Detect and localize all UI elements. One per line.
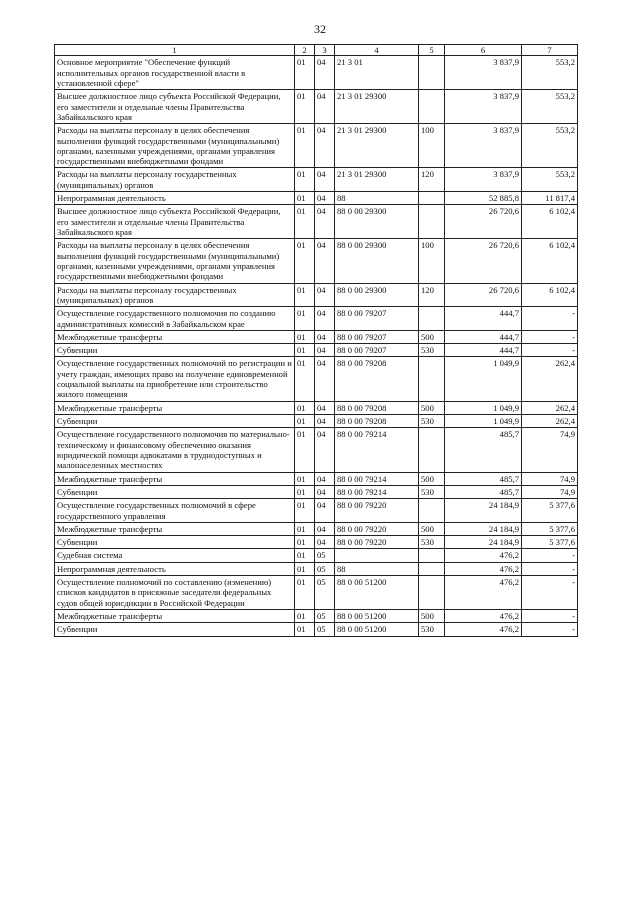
expense-type-cell xyxy=(419,357,445,401)
row-name-cell: Расходы на выплаты персоналу в целях обеспечения выполнения функций государственными (муниципальными) органами, казенными учреждениями, органами управления государственными внебюджетными фондами xyxy=(55,124,295,168)
subsection-cell: 04 xyxy=(315,330,335,343)
section-cell: 01 xyxy=(295,307,315,331)
subsection-cell: 05 xyxy=(315,549,335,562)
target-article-cell: 88 0 00 51200 xyxy=(335,610,419,623)
executed-amount-cell: 74,9 xyxy=(522,428,578,472)
section-cell: 01 xyxy=(295,549,315,562)
section-cell: 01 xyxy=(295,239,315,283)
table-row xyxy=(55,610,578,623)
budget-table xyxy=(54,44,578,637)
row-name-cell: Межбюджетные трансферты xyxy=(55,610,295,623)
amount-cell: 476,2 xyxy=(445,623,522,636)
section-cell: 01 xyxy=(295,562,315,575)
target-article-cell: 88 0 00 29300 xyxy=(335,283,419,307)
executed-amount-cell: 262,4 xyxy=(522,401,578,414)
row-name-cell: Высшее должностное лицо субъекта Российской Федерации, его заместители и отдельные члены Правительства Забайкальского края xyxy=(55,90,295,124)
amount-cell: 485,7 xyxy=(445,428,522,472)
section-cell: 01 xyxy=(295,192,315,205)
executed-amount-cell: 262,4 xyxy=(522,415,578,428)
expense-type-cell xyxy=(419,562,445,575)
expense-type-cell: 120 xyxy=(419,283,445,307)
target-article-cell xyxy=(335,549,419,562)
executed-amount-cell: 5 377,6 xyxy=(522,536,578,549)
section-cell: 01 xyxy=(295,485,315,498)
section-cell: 01 xyxy=(295,90,315,124)
subsection-cell: 04 xyxy=(315,344,335,357)
executed-amount-cell: - xyxy=(522,307,578,331)
executed-amount-cell: - xyxy=(522,576,578,610)
target-article-cell: 88 0 00 79220 xyxy=(335,522,419,535)
table-row xyxy=(55,485,578,498)
table-row xyxy=(55,357,578,401)
section-cell: 01 xyxy=(295,536,315,549)
target-article-cell: 88 0 00 79214 xyxy=(335,428,419,472)
amount-cell: 1 049,9 xyxy=(445,415,522,428)
row-name-cell: Расходы на выплаты персоналу государственных (муниципальных) органов xyxy=(55,283,295,307)
column-header: 2 xyxy=(295,45,315,56)
executed-amount-cell: - xyxy=(522,562,578,575)
subsection-cell: 04 xyxy=(315,56,335,90)
subsection-cell: 04 xyxy=(315,205,335,239)
amount-cell: 444,7 xyxy=(445,307,522,331)
executed-amount-cell: 553,2 xyxy=(522,56,578,90)
section-cell: 01 xyxy=(295,56,315,90)
section-cell: 01 xyxy=(295,522,315,535)
column-header: 1 xyxy=(55,45,295,56)
expense-type-cell xyxy=(419,307,445,331)
section-cell: 01 xyxy=(295,283,315,307)
row-name-cell: Субвенции xyxy=(55,623,295,636)
row-name-cell: Непрограммная деятельность xyxy=(55,562,295,575)
section-cell: 01 xyxy=(295,610,315,623)
row-name-cell: Основное мероприятие "Обеспечение функций исполнительных органов государственной власти в установленной сфере" xyxy=(55,56,295,90)
executed-amount-cell: - xyxy=(522,344,578,357)
executed-amount-cell: 262,4 xyxy=(522,357,578,401)
subsection-cell: 05 xyxy=(315,562,335,575)
table-row xyxy=(55,549,578,562)
subsection-cell: 04 xyxy=(315,428,335,472)
expense-type-cell: 530 xyxy=(419,344,445,357)
column-header: 5 xyxy=(419,45,445,56)
table-body xyxy=(55,56,578,636)
executed-amount-cell: 6 102,4 xyxy=(522,283,578,307)
subsection-cell: 04 xyxy=(315,472,335,485)
executed-amount-cell: 74,9 xyxy=(522,472,578,485)
executed-amount-cell: - xyxy=(522,610,578,623)
amount-cell: 26 720,6 xyxy=(445,205,522,239)
section-cell: 01 xyxy=(295,344,315,357)
subsection-cell: 04 xyxy=(315,90,335,124)
target-article-cell: 88 0 00 79214 xyxy=(335,472,419,485)
table-row xyxy=(55,124,578,168)
subsection-cell: 04 xyxy=(315,283,335,307)
target-article-cell: 88 xyxy=(335,562,419,575)
target-article-cell: 88 0 00 79220 xyxy=(335,536,419,549)
column-header: 7 xyxy=(522,45,578,56)
table-row xyxy=(55,283,578,307)
row-name-cell: Межбюджетные трансферты xyxy=(55,522,295,535)
row-name-cell: Высшее должностное лицо субъекта Российской Федерации, его заместители и отдельные члены Правительства Забайкальского края xyxy=(55,205,295,239)
target-article-cell: 21 3 01 xyxy=(335,56,419,90)
table-row xyxy=(55,536,578,549)
section-cell: 01 xyxy=(295,124,315,168)
table-row xyxy=(55,307,578,331)
target-article-cell: 88 0 00 79207 xyxy=(335,307,419,331)
column-header: 6 xyxy=(445,45,522,56)
section-cell: 01 xyxy=(295,428,315,472)
row-name-cell: Осуществление государственного полномочия по созданию административных комиссий в Забайкальском крае xyxy=(55,307,295,331)
row-name-cell: Субвенции xyxy=(55,485,295,498)
amount-cell: 1 049,9 xyxy=(445,401,522,414)
amount-cell: 444,7 xyxy=(445,344,522,357)
target-article-cell: 88 0 00 79214 xyxy=(335,485,419,498)
expense-type-cell: 530 xyxy=(419,485,445,498)
row-name-cell: Субвенции xyxy=(55,536,295,549)
expense-type-cell: 500 xyxy=(419,330,445,343)
expense-type-cell xyxy=(419,90,445,124)
expense-type-cell xyxy=(419,549,445,562)
expense-type-cell: 500 xyxy=(419,522,445,535)
table-row xyxy=(55,239,578,283)
amount-cell: 24 184,9 xyxy=(445,522,522,535)
expense-type-cell: 500 xyxy=(419,610,445,623)
expense-type-cell xyxy=(419,428,445,472)
row-name-cell: Расходы на выплаты персоналу в целях обеспечения выполнения функций государственными (муниципальными) органами, казенными учреждениями, органами управления государственными внебюджетными фондами xyxy=(55,239,295,283)
subsection-cell: 04 xyxy=(315,307,335,331)
table-row xyxy=(55,499,578,523)
target-article-cell: 88 xyxy=(335,192,419,205)
target-article-cell: 88 0 00 29300 xyxy=(335,205,419,239)
amount-cell: 476,2 xyxy=(445,610,522,623)
row-name-cell: Субвенции xyxy=(55,344,295,357)
section-cell: 01 xyxy=(295,205,315,239)
row-name-cell: Межбюджетные трансферты xyxy=(55,330,295,343)
executed-amount-cell: 74,9 xyxy=(522,485,578,498)
executed-amount-cell: 5 377,6 xyxy=(522,522,578,535)
subsection-cell: 05 xyxy=(315,623,335,636)
amount-cell: 476,2 xyxy=(445,549,522,562)
expense-type-cell: 530 xyxy=(419,536,445,549)
section-cell: 01 xyxy=(295,357,315,401)
section-cell: 01 xyxy=(295,576,315,610)
executed-amount-cell: 5 377,6 xyxy=(522,499,578,523)
executed-amount-cell: 553,2 xyxy=(522,90,578,124)
amount-cell: 3 837,9 xyxy=(445,90,522,124)
amount-cell: 476,2 xyxy=(445,562,522,575)
expense-type-cell xyxy=(419,499,445,523)
executed-amount-cell: 553,2 xyxy=(522,168,578,192)
target-article-cell: 88 0 00 51200 xyxy=(335,623,419,636)
subsection-cell: 04 xyxy=(315,536,335,549)
target-article-cell: 88 0 00 79220 xyxy=(335,499,419,523)
table-row xyxy=(55,205,578,239)
target-article-cell: 88 0 00 51200 xyxy=(335,576,419,610)
table-header-row xyxy=(55,45,578,56)
row-name-cell: Осуществление государственного полномочия по материально-техническому и финансовому обеспечению оказания юридической помощи адвокатами в труднодоступных и малонаселенных местностях xyxy=(55,428,295,472)
expense-type-cell xyxy=(419,192,445,205)
subsection-cell: 04 xyxy=(315,522,335,535)
target-article-cell: 88 0 00 79208 xyxy=(335,415,419,428)
table-row xyxy=(55,90,578,124)
table-row xyxy=(55,56,578,90)
expense-type-cell: 530 xyxy=(419,623,445,636)
executed-amount-cell: - xyxy=(522,330,578,343)
row-name-cell: Судебная система xyxy=(55,549,295,562)
subsection-cell: 04 xyxy=(315,357,335,401)
table-row xyxy=(55,168,578,192)
subsection-cell: 04 xyxy=(315,415,335,428)
amount-cell: 485,7 xyxy=(445,472,522,485)
section-cell: 01 xyxy=(295,472,315,485)
target-article-cell: 88 0 00 79207 xyxy=(335,344,419,357)
amount-cell: 26 720,6 xyxy=(445,283,522,307)
table-row xyxy=(55,623,578,636)
amount-cell: 3 837,9 xyxy=(445,168,522,192)
target-article-cell: 21 3 01 29300 xyxy=(335,168,419,192)
section-cell: 01 xyxy=(295,415,315,428)
section-cell: 01 xyxy=(295,623,315,636)
target-article-cell: 88 0 00 79207 xyxy=(335,330,419,343)
table-row xyxy=(55,330,578,343)
executed-amount-cell: - xyxy=(522,623,578,636)
table-row xyxy=(55,428,578,472)
table-row xyxy=(55,344,578,357)
executed-amount-cell: 6 102,4 xyxy=(522,239,578,283)
subsection-cell: 04 xyxy=(315,239,335,283)
executed-amount-cell: 11 817,4 xyxy=(522,192,578,205)
subsection-cell: 04 xyxy=(315,124,335,168)
row-name-cell: Субвенции xyxy=(55,415,295,428)
subsection-cell: 05 xyxy=(315,576,335,610)
column-header: 4 xyxy=(335,45,419,56)
table-row xyxy=(55,472,578,485)
expense-type-cell: 500 xyxy=(419,401,445,414)
amount-cell: 3 837,9 xyxy=(445,124,522,168)
amount-cell: 3 837,9 xyxy=(445,56,522,90)
amount-cell: 476,2 xyxy=(445,576,522,610)
subsection-cell: 04 xyxy=(315,401,335,414)
amount-cell: 52 885,8 xyxy=(445,192,522,205)
expense-type-cell xyxy=(419,576,445,610)
subsection-cell: 04 xyxy=(315,168,335,192)
table-row xyxy=(55,562,578,575)
expense-type-cell: 100 xyxy=(419,124,445,168)
row-name-cell: Межбюджетные трансферты xyxy=(55,401,295,414)
expense-type-cell: 120 xyxy=(419,168,445,192)
target-article-cell: 21 3 01 29300 xyxy=(335,124,419,168)
table-row xyxy=(55,401,578,414)
section-cell: 01 xyxy=(295,168,315,192)
target-article-cell: 21 3 01 29300 xyxy=(335,90,419,124)
row-name-cell: Непрограммная деятельность xyxy=(55,192,295,205)
expense-type-cell: 530 xyxy=(419,415,445,428)
section-cell: 01 xyxy=(295,330,315,343)
amount-cell: 24 184,9 xyxy=(445,499,522,523)
amount-cell: 485,7 xyxy=(445,485,522,498)
section-cell: 01 xyxy=(295,499,315,523)
subsection-cell: 05 xyxy=(315,610,335,623)
expense-type-cell xyxy=(419,205,445,239)
page-number: 32 xyxy=(314,22,326,36)
table-row xyxy=(55,576,578,610)
expense-type-cell: 500 xyxy=(419,472,445,485)
row-name-cell: Межбюджетные трансферты xyxy=(55,472,295,485)
amount-cell: 1 049,9 xyxy=(445,357,522,401)
table-row xyxy=(55,192,578,205)
table-row xyxy=(55,522,578,535)
executed-amount-cell: 553,2 xyxy=(522,124,578,168)
expense-type-cell: 100 xyxy=(419,239,445,283)
row-name-cell: Осуществление полномочий по составлению (изменению) списков кандидатов в присяжные заседатели федеральных судов общей юрисдикции в Российской Федерации xyxy=(55,576,295,610)
row-name-cell: Осуществление государственных полномочий в сфере государственного управления xyxy=(55,499,295,523)
subsection-cell: 04 xyxy=(315,192,335,205)
expense-type-cell xyxy=(419,56,445,90)
subsection-cell: 04 xyxy=(315,499,335,523)
row-name-cell: Осуществление государственных полномочий по регистрации и учету граждан, имеющих право на получение единовременной социальной выплаты на приобретение или строительство жилого помещения xyxy=(55,357,295,401)
row-name-cell: Расходы на выплаты персоналу государственных (муниципальных) органов xyxy=(55,168,295,192)
amount-cell: 24 184,9 xyxy=(445,536,522,549)
subsection-cell: 04 xyxy=(315,485,335,498)
table-row xyxy=(55,415,578,428)
target-article-cell: 88 0 00 79208 xyxy=(335,357,419,401)
column-header: 3 xyxy=(315,45,335,56)
section-cell: 01 xyxy=(295,401,315,414)
target-article-cell: 88 0 00 29300 xyxy=(335,239,419,283)
target-article-cell: 88 0 00 79208 xyxy=(335,401,419,414)
executed-amount-cell: 6 102,4 xyxy=(522,205,578,239)
amount-cell: 26 720,6 xyxy=(445,239,522,283)
executed-amount-cell: - xyxy=(522,549,578,562)
amount-cell: 444,7 xyxy=(445,330,522,343)
